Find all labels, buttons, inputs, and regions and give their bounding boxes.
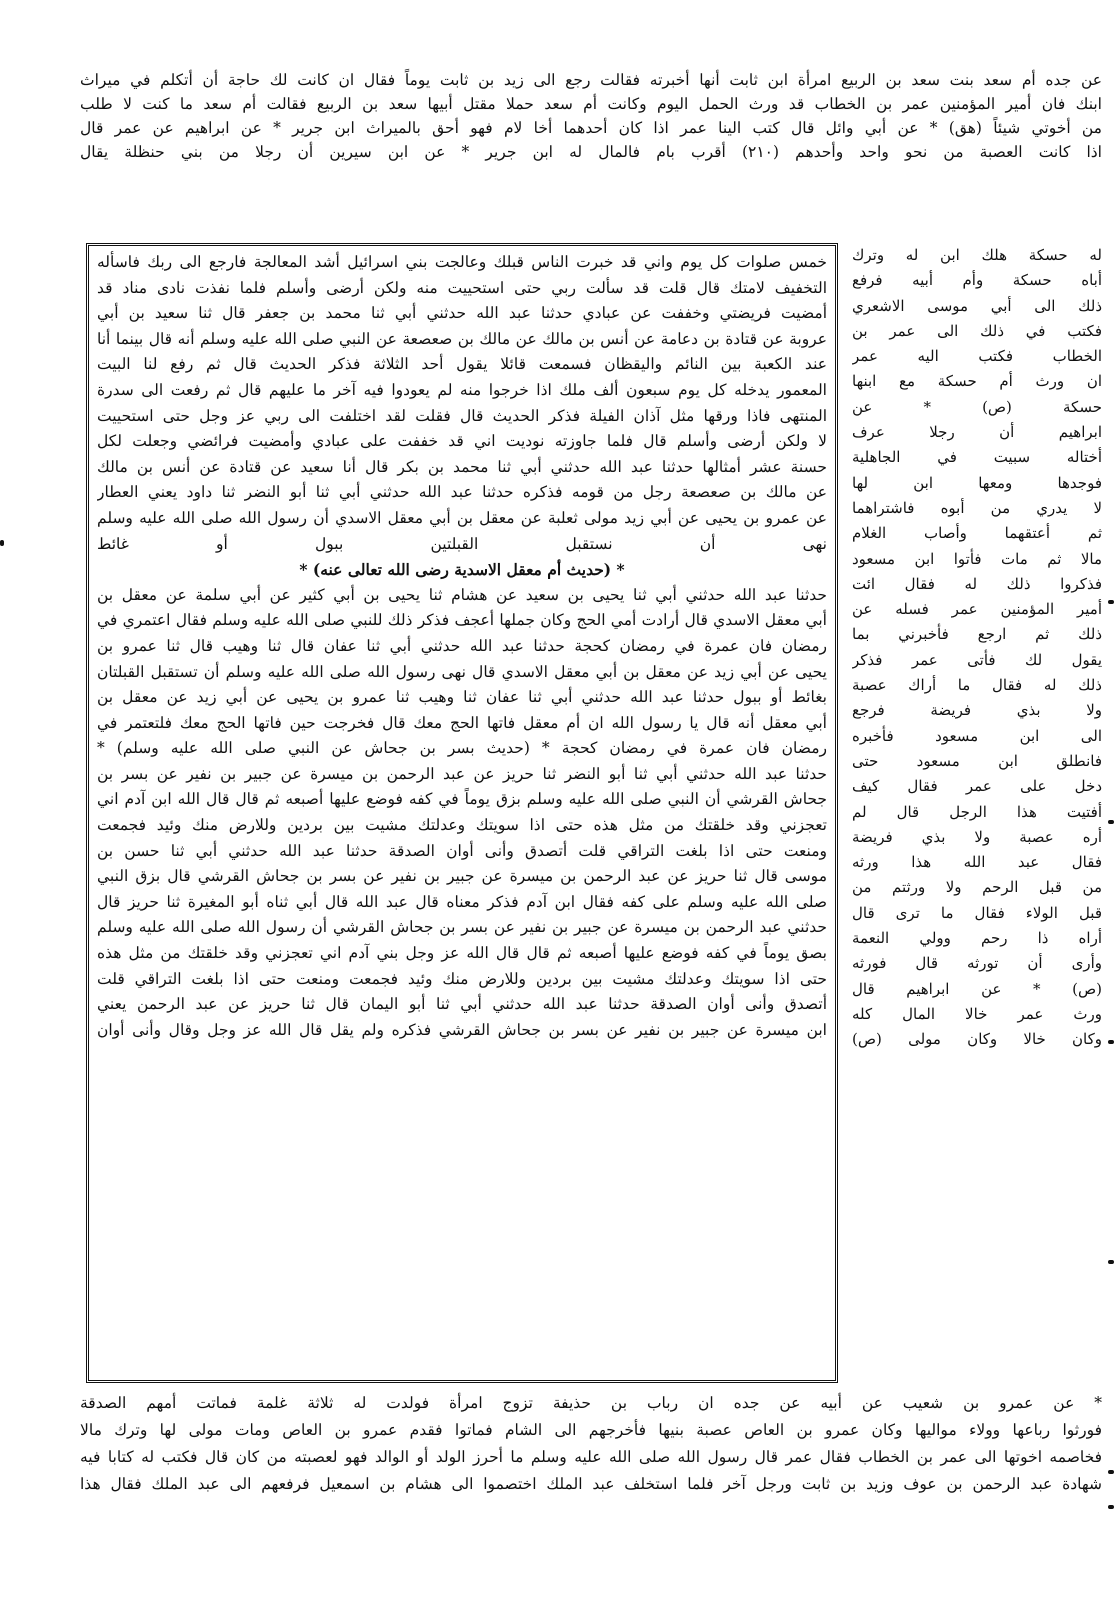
main-text-line: يحيى عن أبي زيد عن معقل بن أبي معقل الاسدي قال نهى رسول الله صلى الله عليه وسلم أن تستقبل القبلتان [97, 662, 827, 681]
main-text-line: صلى الله عليه وسلم على كفه فقال ابن آدم فذكر معناه قال عبد الله قال أبي ثناه أبو المغيرة ثنا حريز قال [97, 892, 827, 911]
bottom-text-line: شهادة عبد الرحمن بن عوف وزيد بن ثابت ورجل آخر فلما استخلف عبد الملك اختصموا الى هشام بن اسمعيل فرفعهم الى عبد الملك فقال هذا [80, 1475, 1102, 1493]
main-text-line: حدثنا عبد الله حدثني أبي ثنا أبو النضر ثنا حريز عن عبد الرحمن بن ميسرة عن جبير بن نفير عن بسر بن [97, 764, 827, 783]
main-text-line: جحاش القرشي أن النبي صلى الله عليه وسلم بزق يوماً في كفه فوضع عليها أصبعه ثم قال قال الله ابن آدم اني [97, 790, 827, 809]
margin-mark [0, 540, 4, 546]
side-text-line: ولا بذي فريضة فرجع [852, 701, 1102, 720]
margin-mark [1108, 600, 1114, 604]
side-text-line: ان ورث أم حسكة مع ابنها [852, 372, 1102, 391]
side-text-line: قبل الولاء فقال ما ترى قال [852, 903, 1102, 922]
side-text-line: أباه حسكة وأم أبيه فرفع [852, 271, 1102, 290]
main-text-line: رمضان فان عمرة في رمضان كحجة حدثنا عبد الله حدثني أبي ثنا عفان قال ثنا وهيب قال ثنا عمرو بن [97, 636, 827, 655]
main-text-line: تعجزني وقد خلقتك من مثل هذه حتى اذا سويتك وعدلتك مشيت بين بردين وللارض منك وئيد فجمعت [97, 816, 827, 835]
main-text-line: ابن ميسرة عن جبير بن نفير عن بسر بن جحاش القرشي فذكره ولم يقل قال الله عز وجل وقال وأنى أوان [97, 1020, 827, 1039]
margin-mark [1108, 1040, 1114, 1044]
top-text-line: من أخوتي شيئاً (هق) * عن أبي وائل قال كتب الينا عمر اذا كان أحدهما أخا لام فهو أحق بالميراث ابن جرير * عن ابراهيم عن عمر قال [80, 119, 1102, 137]
side-text-line: أفتيت هذا الرجل قال لم [852, 802, 1102, 821]
margin-mark [1108, 1470, 1114, 1474]
side-text-line: ذلك الى أبي موسى الاشعري [852, 296, 1102, 315]
margin-mark [1108, 1505, 1114, 1509]
main-text-line: حدثنا عبد الله حدثني أبي ثنا يحيى بن سعيد عن هشام ثنا يحيى بن أبي كثير عن أبي سلمة عن معقل بن [97, 585, 827, 604]
main-text-line: بغائط أو ببول حدثنا عبد الله حدثني أبي ثنا عفان ثنا وهيب ثنا عمرو بن يحيى عن أبي زيد عن معقل بن [97, 688, 827, 707]
main-text-line: رمضان فان عمرة في رمضان كحجة * (حديث بسر بن جحاش عن النبي صلى الله عليه وسلم) * [97, 739, 827, 758]
side-text-line: وأرى أن تورثه قال فورثه [852, 954, 1102, 973]
main-text-line: عروبة عن قتادة بن دعامة عن أنس بن مالك عن مالك بن صعصعة عن النبي صلى الله عليه وسلم أنه قال بينما أنا [97, 329, 827, 348]
bottom-text-line: فخاصمه اخوتها الى عمر بن الخطاب فقال عمر قال رسول الله صلى الله عليه وسلم ما أحرز الولد أو الوالد فهو لعصبته من كان قال فكتب له كتابا فيه [80, 1448, 1102, 1466]
main-text-line: أتصدق وأنى أوان الصدقة حدثنا عبد الله حدثني أبي ثنا أبو اليمان قال ثنا حريز عن عبد الرحمن يعني [97, 995, 827, 1014]
side-text-line: الخطاب فكتب اليه عمر [852, 347, 1102, 366]
main-text-line: نهى أن نستقبل القبلتين ببول أو غائط [97, 534, 827, 553]
top-margin-commentary [80, 68, 1102, 164]
side-text-line: ذلك ثم ارجع فأخبرني بما [852, 625, 1102, 644]
side-text-line: من قبل الرحم ولا ورثتم من [852, 878, 1102, 897]
main-text-line: أمضيت فريضتي وخففت عن عبادي حدثنا عبد الله حدثني أبي ثنا محمد بن جعفر قال ثنا سعيد بن أبي [97, 304, 827, 323]
side-text-line: ابراهيم أن رجلا عرف [852, 423, 1102, 442]
main-text-line: موسى قال ثنا حريز عن عبد الرحمن بن ميسرة عن جبير بن نفير عن بسر بن جحاش القرشي قال بزق النبي [97, 867, 827, 886]
side-text-line: حسكة (ص) * عن [852, 397, 1102, 416]
main-text-line: لا ولكن أرضى وأسلم قال فلما جاوزته نوديت اني قد خففت على عبادي وأمضيت فرائضي وجعلت لكل [97, 432, 827, 451]
side-text-line: دخل على عمر فقال كيف [852, 777, 1102, 796]
side-text-line: فقال عبد الله هذا ورثه [852, 853, 1102, 872]
bottom-margin-commentary [80, 1390, 1102, 1498]
side-text-line: الى ابن مسعود فأخبره [852, 726, 1102, 745]
bottom-text-line: فورثوا رباعها وولاء مواليها وكان عمرو بن العاص عصبة بنيها فأخرجهم الى الشام فماتوا فقدم عمرو بن العاص ومات مولى لها وترك مالا [80, 1421, 1102, 1439]
side-text-line: أره عصبة ولا بذي فريضة [852, 827, 1102, 846]
side-text-line: (ص) * عن ابراهيم قال [852, 979, 1102, 998]
main-text-line: * (حديث أم معقل الاسدية رضى الله تعالى عنه) * [299, 560, 625, 580]
top-text-line: عن جده أم سعد بنت سعد بن الربيع امرأة ابن ثابت أنها أخبرته فقالت رجع الى زيد بن ثابت يوماً فقال ان كانت لك حاجة أن أتكلم في ميراث [80, 71, 1102, 89]
main-text-line: بصق يوماً في كفه فوضع عليها أصبعه ثم قال قال الله عز وجل بني آدم اني تعجزني وقد خلقتك من مثل هذه [97, 944, 827, 963]
side-text-line: ثم أعتقهما وأصاب الغلام [852, 524, 1102, 543]
side-text-line: فكتب في ذلك الى عمر بن [852, 321, 1102, 340]
side-text-line: وكان خالا وكان مولى (ص) [852, 1030, 1102, 1049]
side-text-line: فوجدها ومعها ابن لها [852, 473, 1102, 492]
main-text-line: عن عمرو بن يحيى عن أبي زيد مولى ثعلبة عن معقل بن أبي معقل الاسدي أن رسول الله صلى الله عليه وسلم [97, 508, 827, 527]
main-text-line: حسنة عشر أمثالها حدثنا عبد الله حدثني أبي ثنا محمد بن بكر قال أنا سعيد عن قتادة عن أنس بن مالك [97, 457, 827, 476]
main-text-line: عن مالك بن صعصعة رجل من قومه فذكره حدثنا عبد الله حدثني أبي ثنا أبو النضر ثنا داود يعني العطار [97, 483, 827, 502]
side-text-line: مالا ثم مات فأتوا ابن مسعود [852, 549, 1102, 568]
top-text-line: اذا كانت العصبة من نحو واحد وأحدهم (٢١٠) أقرب بام فالمال له ابن جرير * عن ابن سيرين أن رجلا من بني حنظلة يقال [80, 143, 1102, 161]
main-text-line: ومنعت حتى اذا بلغت التراقي قلت أتصدق وأنى أوان الصدقة حدثنا عبد الله حدثني أبي ثنا حسن بن [97, 841, 827, 860]
side-text-line: فانطلق ابن مسعود حتى [852, 751, 1102, 770]
main-text-line: المنتهى فاذا ورقها مثل آذان الفيلة فذكر الحديث قال فقلت لقد اختلفت الى ربي عز وجل حتى استحييت [97, 406, 827, 425]
side-margin-commentary [852, 243, 1102, 1383]
bottom-text-line: * عن عمرو بن شعيب عن أبيه عن جده ان رباب بن حذيفة تزوج امرأة فولدت له ثلاثة غلمة فماتت أمهم الصدقة [80, 1394, 1102, 1412]
main-text-line: عند الكعبة بين النائم واليقظان فسمعت قائلا يقول أحد الثلاثة فذكر الحديث قال ثم رفع لنا البيت [97, 355, 827, 374]
main-text-frame [86, 243, 838, 1383]
side-text-line: أمير المؤمنين عمر فسله عن [852, 600, 1102, 619]
main-text-line: خمس صلوات كل يوم واني قد خبرت الناس قبلك وعالجت بني اسرائيل أشد المعالجة فارجع الى ربك فاسأله [97, 253, 827, 271]
main-text-line: المعمور يدخله كل يوم سبعون ألف ملك اذا خرجوا منه لم يعودوا فيه آخر ما عليهم قال ثم رفعت الى سدرة [97, 380, 827, 399]
margin-mark [1108, 820, 1114, 824]
side-text-line: ورث عمر خالا المال كله [852, 1004, 1102, 1023]
side-text-line: لا يدري من أبوه فاشتراهما [852, 498, 1102, 517]
side-text-line: يقول لك فأتى عمر فذكر [852, 650, 1102, 669]
side-text-line: فذكروا ذلك له فقال ائت [852, 574, 1102, 593]
main-text-line: أبي معقل الاسدي قال أرادت أمي الحج وكان جملها أعجف فذكر ذلك للنبي صلى الله عليه وسلم فقال اعتمري في [97, 611, 827, 630]
side-text-line: أراه ذا رحم وولي النعمة [852, 929, 1102, 948]
margin-mark [1108, 1260, 1114, 1264]
side-text-line: أختاله سبيت في الجاهلية [852, 448, 1102, 467]
side-text-line: ذلك له فقال ما أراك عصبة [852, 676, 1102, 695]
side-text-line: له حسكة هلك ابن له وترك [852, 246, 1102, 264]
main-text-line: التخفيف لامتك قال قلت قد سألت ربي حتى استحييت منه ولكن أرضى وأسلم فلما نفذت نادى مناد قد [97, 278, 827, 297]
main-text-line: حتى اذا سويتك وعدلتك مشيت بين بردين وللارض منك وئيد فجمعت ومنعت حتى اذا بلغت التراقي قلت [97, 969, 827, 988]
main-text-line: حدثني عبد الرحمن بن ميسرة عن جبير بن نفير عن بسر بن جحاش القرشي أن رسول الله صلى الله عليه وسلم [97, 918, 827, 937]
main-text-line: أبي معقل أنه قال يا رسول الله ان أم معقل فاتها الحج معك قال فخرجت حين فاتها الحج معك فلتعتمر في [97, 713, 827, 732]
top-text-line: ابنك فان أمير المؤمنين عمر بن الخطاب قد ورث الحمل اليوم وكانت أم سعد حملا مقتل أبيها سعد بن الربيع فقالت أم سعد ما كنت لا طلب [80, 95, 1102, 113]
